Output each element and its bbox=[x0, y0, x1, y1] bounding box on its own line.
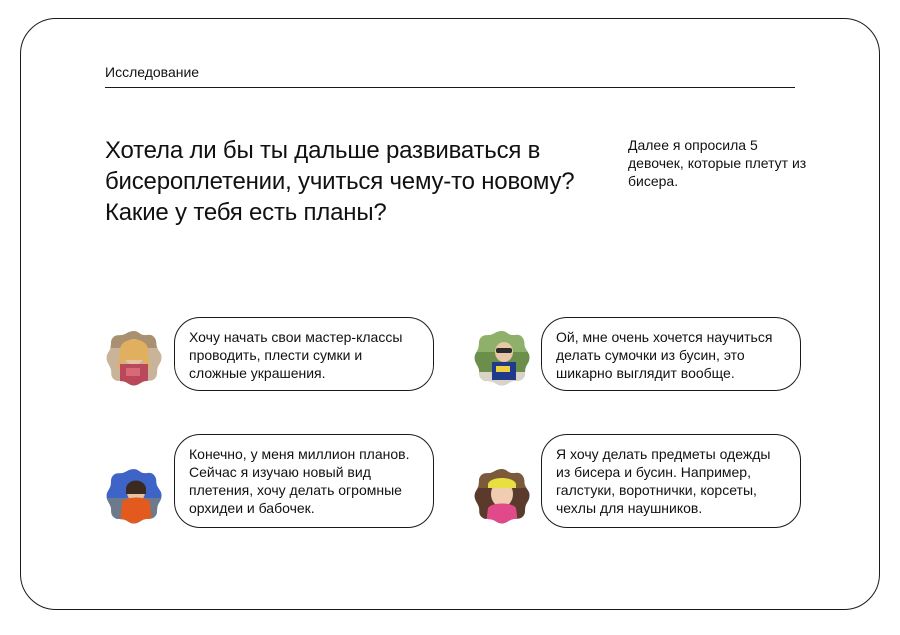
question-heading: Хотела ли бы ты дальше развиваться в бисероплетении, учиться чему-то новому? Какие у тебя есть планы? bbox=[105, 137, 575, 226]
avatar-2-icon bbox=[474, 330, 530, 386]
avatar-4-icon bbox=[474, 468, 530, 524]
section-label: Исследование bbox=[105, 64, 200, 80]
avatar-1-icon bbox=[106, 330, 162, 386]
answer-text-4: Я хочу делать предметы одежды из бисера и бусин. Например, галстуки, воротнички, корсеты, чехлы для наушников. bbox=[556, 446, 771, 516]
answer-text-2: Ой, мне очень хочется научиться делать сумочки из бусин, это шикарно выглядит вообще. bbox=[556, 329, 773, 381]
divider bbox=[105, 87, 795, 88]
answer-bubble-4 bbox=[541, 434, 801, 528]
answer-bubble-3 bbox=[174, 434, 434, 528]
side-note: Далее я опросила 5 девочек, которые плетут из бисера. bbox=[628, 137, 807, 189]
avatar-3-icon bbox=[106, 468, 162, 524]
avatar-photo-3 bbox=[106, 468, 162, 524]
avatar-photo-2 bbox=[474, 330, 530, 386]
answer-bubble-2 bbox=[541, 317, 801, 391]
answer-text-1: Хочу начать свои мастер-классы проводить, плести сумки и сложные украшения. bbox=[189, 329, 403, 381]
answer-bubble-1 bbox=[174, 317, 434, 391]
avatar-photo-1 bbox=[106, 330, 162, 386]
avatar-photo-4 bbox=[474, 468, 530, 524]
answer-text-3: Конечно, у меня миллион планов. Сейчас я изучаю новый вид плетения, хочу делать огромные орхидеи и бабочек. bbox=[189, 446, 410, 516]
